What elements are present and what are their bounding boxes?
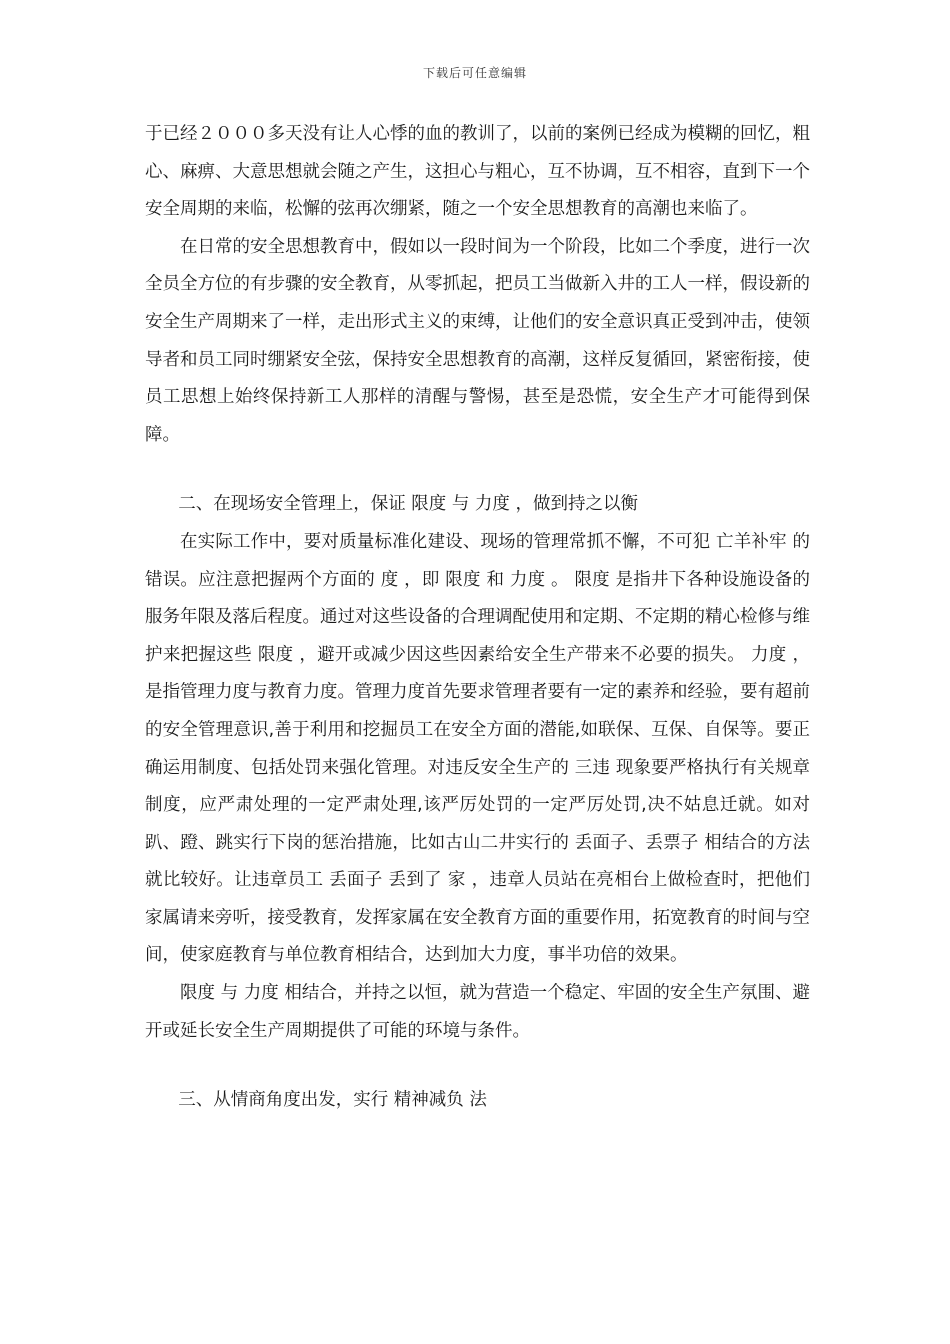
- section-heading-3: 三、从情商角度出发，实行 精神减负 法: [178, 1090, 487, 1111]
- paragraph-3: 在实际工作中，要对质量标准化建设、现场的管理常抓不懈，不可犯 亡羊补牢 的错误。应注意把握两个方面的 度 ，即 限度 和 力度 。 限度 是指井下各种设施设备的服务年限及落后程度。通过对这些设备的合理调配使用和定期、不定期的精心检修与维护来把握这些 限度 ，避开或减少因这些因素给安全生产带来不必要的损失。 力度 ，是指管理力度与教育力度。管理力度首先要求管理者要有一定的素养和经验，要有超前的安全管理意识,善于利用和挖掘员工在安全方面的潜能,如联保、互保、自保等。要正确运用制度、包括处罚来强化管理。对违反安全生产的 三违 现象要严格执行有关规章制度，应严肃处理的一定严肃处理,该严厉处罚的一定严厉处罚,决不姑息迁就。如对趴、蹬、跳实行下岗的惩治措施，比如古山二井实行的 丢面子、丢票子 相结合的方法就比较好。让违章员工 丢面子 丢到了 家 ，违章人员站在亮相台上做检查时，把他们家属请来旁听，接受教育，发挥家属在安全教育方面的重要作用，拓宽教育的时间与空间，使家庭教育与单位教育相结合，达到加大力度，事半功倍的效果。: [145, 531, 810, 966]
- page-header: 下载后可任意编辑: [422, 66, 527, 80]
- section-heading-2: 二、在现场安全管理上，保证 限度 与 力度 ，做到持之以衡: [178, 494, 638, 515]
- section-gap: [145, 1050, 810, 1082]
- paragraph-1: 于已经２０００多天没有让人心悸的血的教训了，以前的案例已经成为模糊的回忆，粗心、麻痹、大意思想就会随之产生，这担心与粗心，互不协调，互不相容，直到下一个安全周期的来临，松懈的弦再次绷紧，随之一个安全思想教育的高潮也来临了。: [145, 124, 810, 220]
- paragraph-4: 限度 与 力度 相结合，并持之以恒，就为营造一个稳定、牢固的安全生产氛围、避开或延长安全生产周期提供了可能的环境与条件。: [145, 983, 810, 1041]
- paragraph-2: 在日常的安全思想教育中，假如以一段时间为一个阶段，比如二个季度，进行一次全员全方位的有步骤的安全教育，从零抓起，把员工当做新入井的工人一样，假设新的安全生产周期来了一样，走出形式主义的束缚，让他们的安全意识真正受到冲击，使领导者和员工同时绷紧安全弦，保持安全思想教育的高潮，这样反复循回，紧密衔接，使员工思想上始终保持新工人那样的清醒与警惕，甚至是恐慌，安全生产才可能得到保障。: [145, 236, 810, 445]
- section-gap: [145, 454, 810, 486]
- document-body: [145, 116, 810, 1120]
